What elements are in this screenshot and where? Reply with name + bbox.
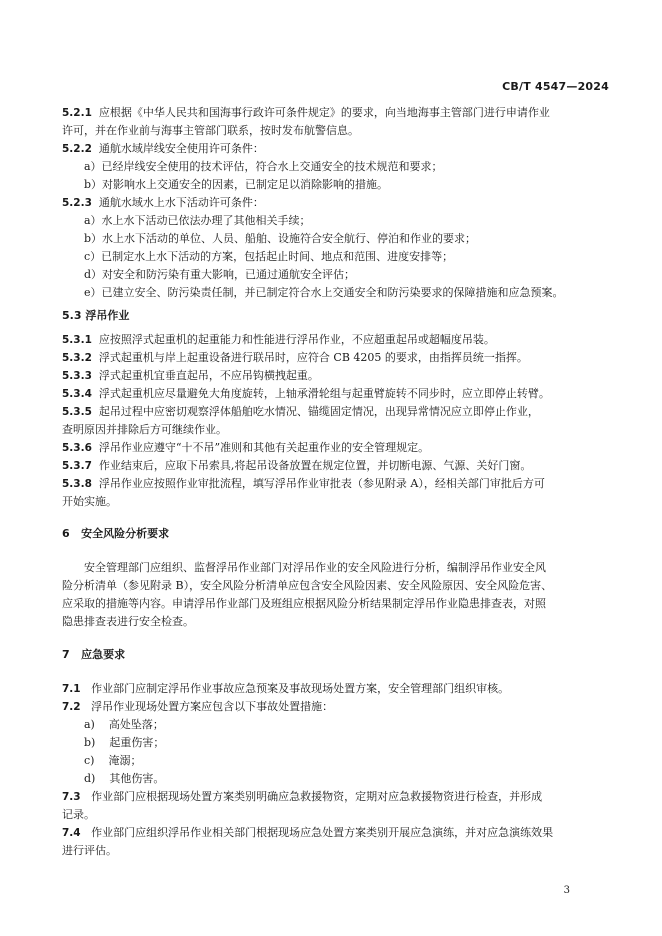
clause-7-3: [62, 790, 610, 804]
clause-text: 应根据《中华人民共和国海事行政许可条件规定》的要求，向当地海事主管部门进行申请作业: [98, 106, 550, 119]
clause-7-4: [62, 826, 610, 840]
section-heading-6: [62, 527, 169, 541]
clause-5-2-1-cont: 许可，并在作业前与海事主管部门联系，按时发布航警信息。: [62, 124, 359, 137]
clause-number: 7.3: [62, 791, 81, 803]
list-label: b): [84, 736, 96, 749]
list-text: 高处坠落；: [108, 718, 164, 731]
clause-number: 5.3.7: [62, 460, 92, 472]
section-title: 应急要求: [81, 648, 126, 661]
clause-number: 5.2.1: [62, 107, 92, 119]
clause-7-4-cont: 进行评估。: [62, 844, 117, 857]
list-item: a）已经岸线安全使用的技术评估，符合水上交通安全的技术规范和要求；: [84, 160, 443, 173]
clause-text: 应按照浮式起重机的起重能力和性能进行浮吊作业，不应超重起吊或超幅度吊装。: [98, 333, 495, 346]
list-label: c): [84, 754, 95, 767]
clause-5-3-5-cont: 查明原因并排除后方可继续作业。: [62, 423, 227, 436]
section-title: 浮吊作业: [85, 309, 130, 322]
clause-number: 5.3.5: [62, 406, 92, 418]
list-item: [84, 718, 610, 732]
clause-5-3-2: [62, 351, 610, 365]
clause-5-2-3: [62, 196, 610, 210]
clause-number: 7.4: [62, 827, 81, 839]
clause-5-3-8: [62, 477, 610, 491]
clause-text: 作业结束后，应取下吊索具,将起吊设备放置在规定位置，并切断电源、气源、关好门窗。: [98, 459, 532, 472]
clause-text: 作业部门应根据现场处置方案类别明确应急救援物资，定期对应急救援物资进行检查，并形成: [91, 790, 543, 803]
list-label: a): [84, 718, 95, 731]
clause-text: 作业部门应制定浮吊作业事故应急预案及事故现场处置方案，安全管理部门组织审核。: [91, 682, 510, 695]
clause-text: 浮式起重机宜垂直起吊，不应吊钩横拽起重。: [98, 369, 319, 382]
clause-number: 5.2.3: [62, 197, 92, 209]
clause-7-2: [62, 700, 610, 714]
section-title: 安全风险分析要求: [81, 527, 170, 540]
paragraph-line: 隐患排查表进行安全检查。: [62, 615, 194, 628]
clause-5-3-5: [62, 405, 610, 419]
clause-text: 浮吊作业现场处置方案应包含以下事故处置措施：: [91, 700, 334, 713]
clause-text: 浮式起重机与岸上起重设备进行联吊时，应符合 CB 4205 的要求，由指挥员统一指挥。: [98, 351, 528, 364]
list-item: [84, 772, 610, 786]
clause-5-3-8-cont: 开始实施。: [62, 495, 117, 508]
clause-number: 5.3.4: [62, 388, 92, 400]
standard-code: CB/T 4547—2024: [502, 80, 609, 93]
page-number: 3: [563, 885, 570, 896]
list-label: d): [84, 772, 96, 785]
clause-text: 浮吊作业应遵守“十不吊”准则和其他有关起重作业的安全管理规定。: [98, 441, 430, 454]
section-heading-5-3: [62, 309, 129, 323]
section-heading-7: [62, 648, 125, 662]
clause-5-2-1: [62, 106, 610, 120]
clause-text: 通航水域水上水下活动许可条件：: [98, 196, 264, 209]
clause-text: 作业部门应组织浮吊作业相关部门根据现场应急处置方案类别开展应急演练，并对应急演练效果: [91, 826, 554, 839]
clause-text: 起吊过程中应密切观察浮体船舶吃水情况、锚缆固定情况，出现异常情况应立即停止作业，: [98, 405, 539, 418]
clause-number: 7.2: [62, 701, 81, 713]
clause-7-3-cont: 记录。: [62, 808, 95, 821]
clause-7-1: [62, 682, 610, 696]
paragraph-line: 应采取的措施等内容。申请浮吊作业部门及班组应根据风险分析结果制定浮吊作业隐患排查表，对照: [62, 597, 546, 610]
list-item: b）对影响水上交通安全的因素，已制定足以消除影响的措施。: [84, 178, 389, 191]
list-text: 起重伤害；: [109, 736, 165, 749]
section-number: 6: [62, 527, 70, 540]
clause-number: 5.3.2: [62, 352, 92, 364]
list-item: [84, 736, 610, 750]
paragraph-line: 安全管理部门应组织、监督浮吊作业部门对浮吊作业的安全风险进行分析，编制浮吊作业安全风: [84, 561, 546, 574]
clause-text: 浮吊作业应按照作业审批流程，填写浮吊作业审批表（参见附录 A），经相关部门审批后方可: [98, 477, 545, 490]
section-number: 7: [62, 648, 70, 661]
clause-5-3-3: [62, 369, 610, 383]
section-number: 5.3: [62, 309, 82, 322]
list-item: e）已建立安全、防污染责任制，并已制定符合水上交通安全和防污染要求的保障措施和应急预案。: [84, 286, 564, 299]
list-item: [84, 754, 610, 768]
paragraph-line: 险分析清单（参见附录 B），安全风险分析清单应包含安全风险因素、安全风险原因、安全风险危害、: [62, 579, 553, 592]
list-text: 其他伤害。: [109, 772, 165, 785]
clause-number: 5.3.6: [62, 442, 92, 454]
clause-5-3-7: [62, 459, 610, 473]
clause-number: 7.1: [62, 683, 81, 695]
clause-5-3-1: [62, 333, 610, 347]
list-text: 淹溺；: [108, 754, 142, 767]
list-item: a）水上水下活动已依法办理了其他相关手续；: [84, 214, 311, 227]
clause-number: 5.2.2: [62, 143, 92, 155]
clause-text: 浮式起重机应尽量避免大角度旋转，上轴承滑轮组与起重臂旋转不同步时，应立即停止转臂。: [98, 387, 550, 400]
clause-number: 5.3.1: [62, 334, 92, 346]
clause-text: 通航水域岸线安全使用许可条件：: [98, 142, 264, 155]
list-item: d）对安全和防污染有重大影响，已通过通航安全评估；: [84, 268, 356, 281]
clause-number: 5.3.3: [62, 370, 92, 382]
list-item: b）水上水下活动的单位、人员、船舶、设施符合安全航行、停泊和作业的要求；: [84, 232, 477, 245]
list-item: c）已制定水上水下活动的方案，包括起止时间、地点和范围、进度安排等；: [84, 250, 454, 263]
clause-5-3-6: [62, 441, 610, 455]
clause-5-3-4: [62, 387, 610, 401]
clause-5-2-2: [62, 142, 610, 156]
clause-number: 5.3.8: [62, 478, 92, 490]
